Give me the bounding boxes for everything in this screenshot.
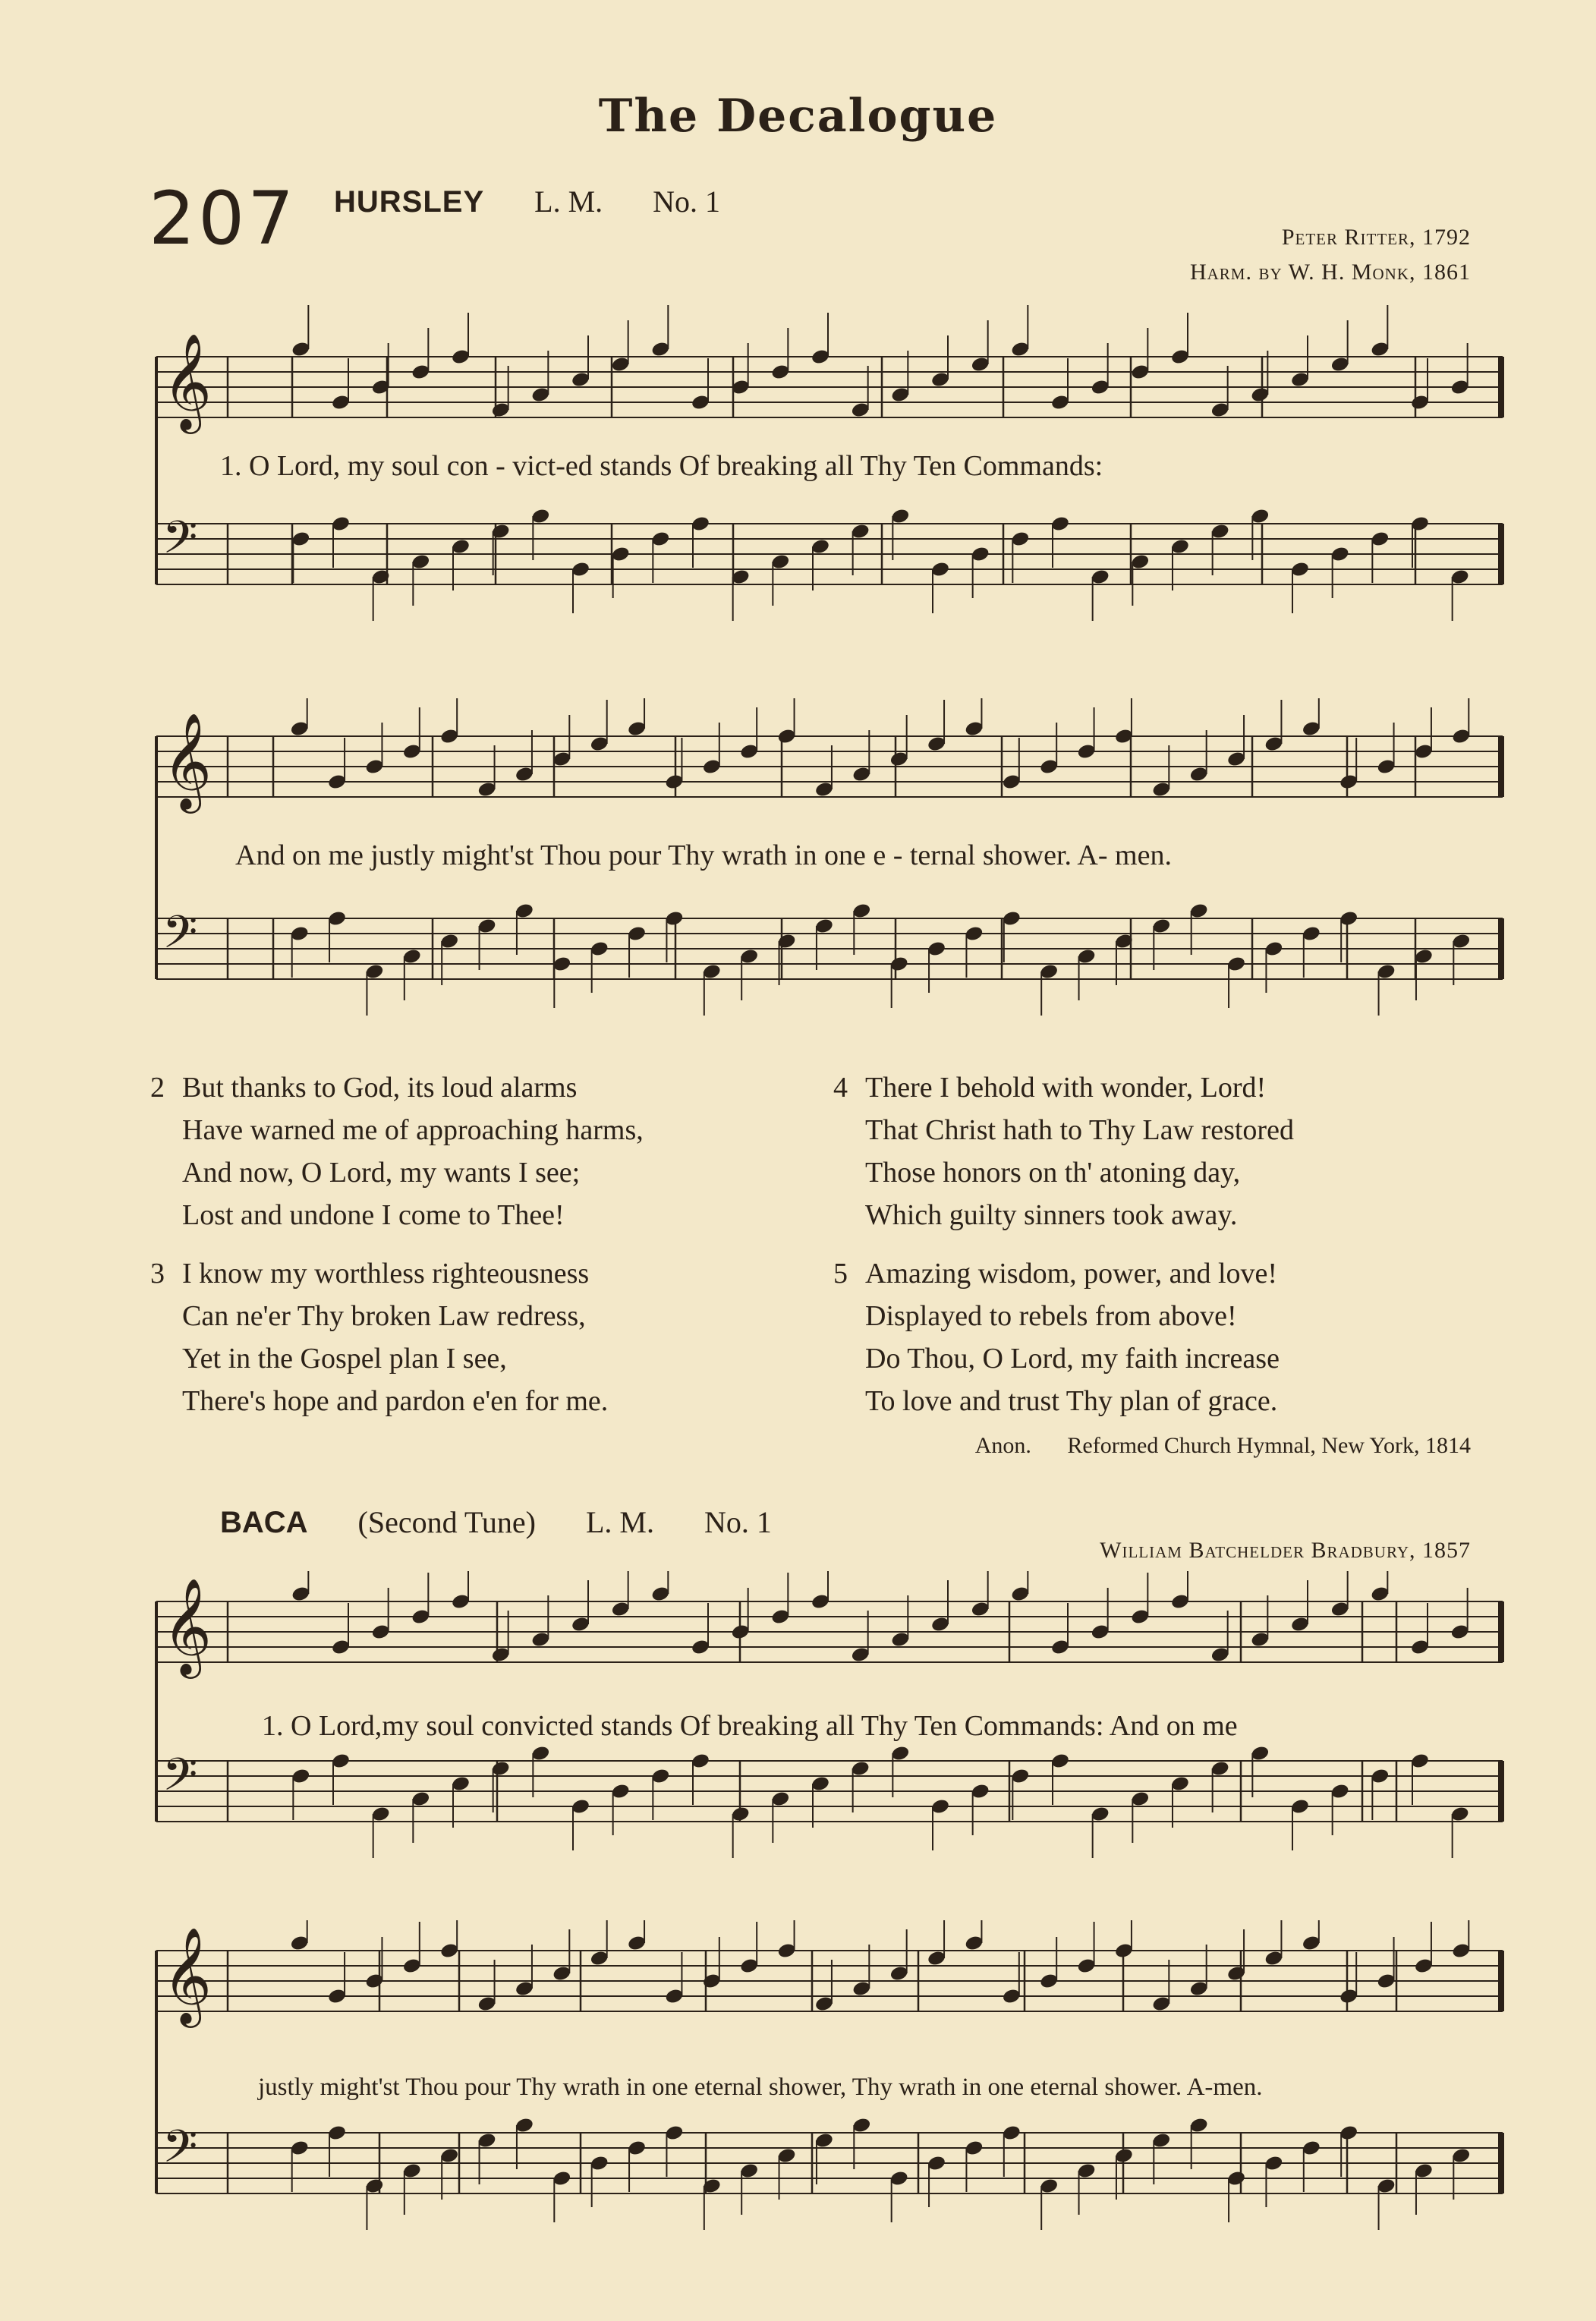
stanza-line: There's hope and pardon e'en for me. (182, 1385, 609, 1417)
svg-text:𝄞: 𝄞 (162, 712, 212, 809)
stanza-number: 4 (833, 1072, 848, 1104)
composer-credit: William Batchelder Bradbury, 1857 (1100, 1538, 1471, 1563)
stanza (150, 1252, 609, 1422)
tune-name: HURSLEY (334, 185, 485, 219)
tune-name: BACA (220, 1506, 308, 1539)
meter: L. M. (534, 184, 603, 219)
stanza-number: 3 (150, 1258, 165, 1290)
stanza-line: That Christ hath to Thy Law restored (865, 1114, 1294, 1146)
stanza-line: Can ne'er Thy broken Law redress, (182, 1300, 586, 1332)
attribution (945, 1433, 1471, 1459)
stanza-number: 5 (833, 1258, 848, 1290)
stanza-line: Have warned me of approaching harms, (182, 1114, 644, 1146)
stanza-line: And now, O Lord, my wants I see; (182, 1157, 581, 1189)
stanza (833, 1066, 1294, 1236)
stanza-number: 2 (150, 1072, 165, 1104)
lyric-line: And on me justly might'st Thou pour Thy wrath in one e - ternal shower. A- men. (235, 839, 1172, 871)
second-tune-header (220, 1504, 814, 1540)
music-score (152, 698, 1518, 1047)
lyric-line: justly might'st Thou pour Thy wrath in one eternal shower, Thy wrath in one eternal shower. A-men. (258, 2074, 1263, 2101)
tune-number: No. 1 (653, 184, 721, 219)
stanza-line: Which guilty sinners took away. (865, 1199, 1238, 1231)
composer-credit: Peter Ritter, 1792 (1281, 225, 1471, 250)
svg-text:𝄢: 𝄢 (162, 905, 198, 969)
stanza-line: I know my worthless righteousness (182, 1258, 590, 1290)
tune-header (334, 184, 763, 219)
music-system-2 (152, 698, 1518, 1047)
source: Reformed Church Hymnal, New York, 1814 (1067, 1433, 1471, 1458)
stanza-line: But thanks to God, its loud alarms (182, 1072, 578, 1104)
stanza-line: Those honors on th' atoning day, (865, 1157, 1241, 1189)
stanza-line: To love and trust Thy plan of grace. (865, 1385, 1278, 1417)
stanza-line: Lost and undone I come to Thee! (182, 1199, 565, 1231)
svg-text:𝄞: 𝄞 (162, 1926, 212, 2023)
stanza-line: Displayed to rebels from above! (865, 1300, 1237, 1332)
stanza-line: Amazing wisdom, power, and love! (865, 1258, 1278, 1290)
meter: L. M. (586, 1505, 654, 1539)
page-title: The Decalogue (598, 90, 998, 143)
stanza-line: There I behold with wonder, Lord! (865, 1072, 1267, 1104)
hymn-number: 207 (149, 176, 297, 261)
lyric-line: 1. O Lord,my soul convicted stands Of breaking all Thy Ten Commands: And on me (262, 1710, 1238, 1742)
tune-number: No. 1 (704, 1505, 772, 1539)
svg-text:𝄢: 𝄢 (162, 2120, 198, 2184)
svg-text:𝄢: 𝄢 (162, 1748, 198, 1812)
svg-text:𝄞: 𝄞 (162, 1577, 212, 1674)
author: Anon. (974, 1433, 1031, 1458)
tune-note: (Second Tune) (357, 1505, 536, 1539)
stanza-line: Do Thou, O Lord, my faith increase (865, 1343, 1280, 1375)
harmonizer-credit: Harm. by W. H. Monk, 1861 (1189, 260, 1471, 285)
lyric-line: 1. O Lord, my soul con - vict-ed stands Of breaking all Thy Ten Commands: (220, 450, 1103, 482)
stanza (150, 1066, 644, 1236)
svg-text:𝄞: 𝄞 (162, 332, 212, 430)
stanza-line: Yet in the Gospel plan I see, (182, 1343, 507, 1375)
svg-text:𝄢: 𝄢 (162, 511, 198, 575)
stanza (833, 1252, 1280, 1422)
